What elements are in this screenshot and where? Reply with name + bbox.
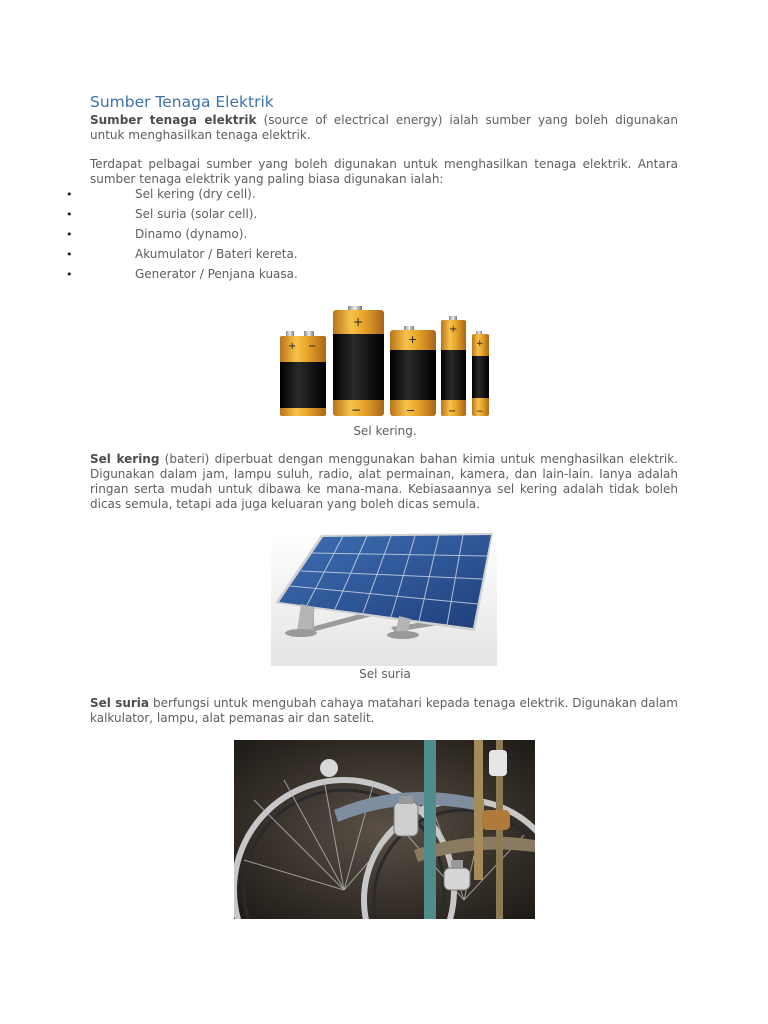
intro-text: (source of electrical energy) ialah sumber yang boleh digunakan untuk menghasilkan tenaga elektrik.: [90, 113, 678, 142]
solar-cell-bold-term: Sel suria: [90, 696, 150, 710]
bullet-icon: •: [66, 208, 73, 221]
dry-cell-text: (bateri) diperbuat dengan menggunakan bahan kimia untuk menghasilkan elektrik. Digunakan dalam jam, lampu suluh, radio, alat permainan, kamera, dan lain-lain. Ianya adalah ringan serta mudah untuk dibawa ke mana-mana. Kebiasaannya sel kering adalah tidak boleh dicas semula, tetapi ada juga keluaran yang boleh dicas semula.: [90, 452, 678, 511]
list-item-text: Sel kering (dry cell).: [135, 187, 256, 201]
page-title: Sumber Tenaga Elektrik: [90, 93, 274, 111]
svg-text:−: −: [406, 404, 416, 417]
svg-text:−: −: [476, 407, 484, 417]
bullet-icon: •: [66, 228, 73, 241]
svg-text:+: +: [353, 315, 364, 329]
bullet-icon: •: [66, 188, 73, 201]
svg-text:+: +: [408, 333, 418, 346]
intro-paragraph: [90, 113, 678, 143]
svg-text:−: −: [351, 403, 362, 417]
svg-text:−: −: [308, 341, 317, 352]
battery-caption: Sel kering.: [353, 424, 417, 438]
bicycle-dynamo-image: [234, 740, 535, 919]
list-item-text: Dinamo (dynamo).: [135, 227, 248, 241]
svg-text:+: +: [449, 324, 458, 335]
svg-text:+: +: [288, 341, 297, 352]
solar-cell-paragraph: [90, 696, 678, 726]
intro-bold-term: Sumber tenaga elektrik: [90, 113, 257, 127]
solar-panel-image: [271, 531, 497, 666]
dry-cell-batteries-image: [278, 304, 492, 420]
solar-caption: Sel suria: [359, 667, 411, 681]
list-item-text: Sel suria (solar cell).: [135, 207, 258, 221]
svg-text:+: +: [476, 339, 484, 349]
dry-cell-paragraph: [90, 452, 678, 512]
sources-intro-paragraph: Terdapat pelbagai sumber yang boleh digunakan untuk menghasilkan tenaga elektrik. Antara sumber tenaga elektrik yang paling biasa digunakan ialah:: [90, 157, 678, 186]
list-item-text: Generator / Penjana kuasa.: [135, 267, 298, 281]
solar-cell-text: berfungsi untuk mengubah cahaya matahari kepada tenaga elektrik. Digunakan dalam kalkulator, lampu, alat pemanas air dan satelit.: [90, 696, 679, 725]
bullet-icon: •: [66, 268, 73, 281]
dry-cell-bold-term: Sel kering: [90, 452, 160, 466]
svg-text:−: −: [448, 406, 457, 417]
bullet-icon: •: [66, 248, 73, 261]
list-item-text: Akumulator / Bateri kereta.: [135, 247, 298, 261]
